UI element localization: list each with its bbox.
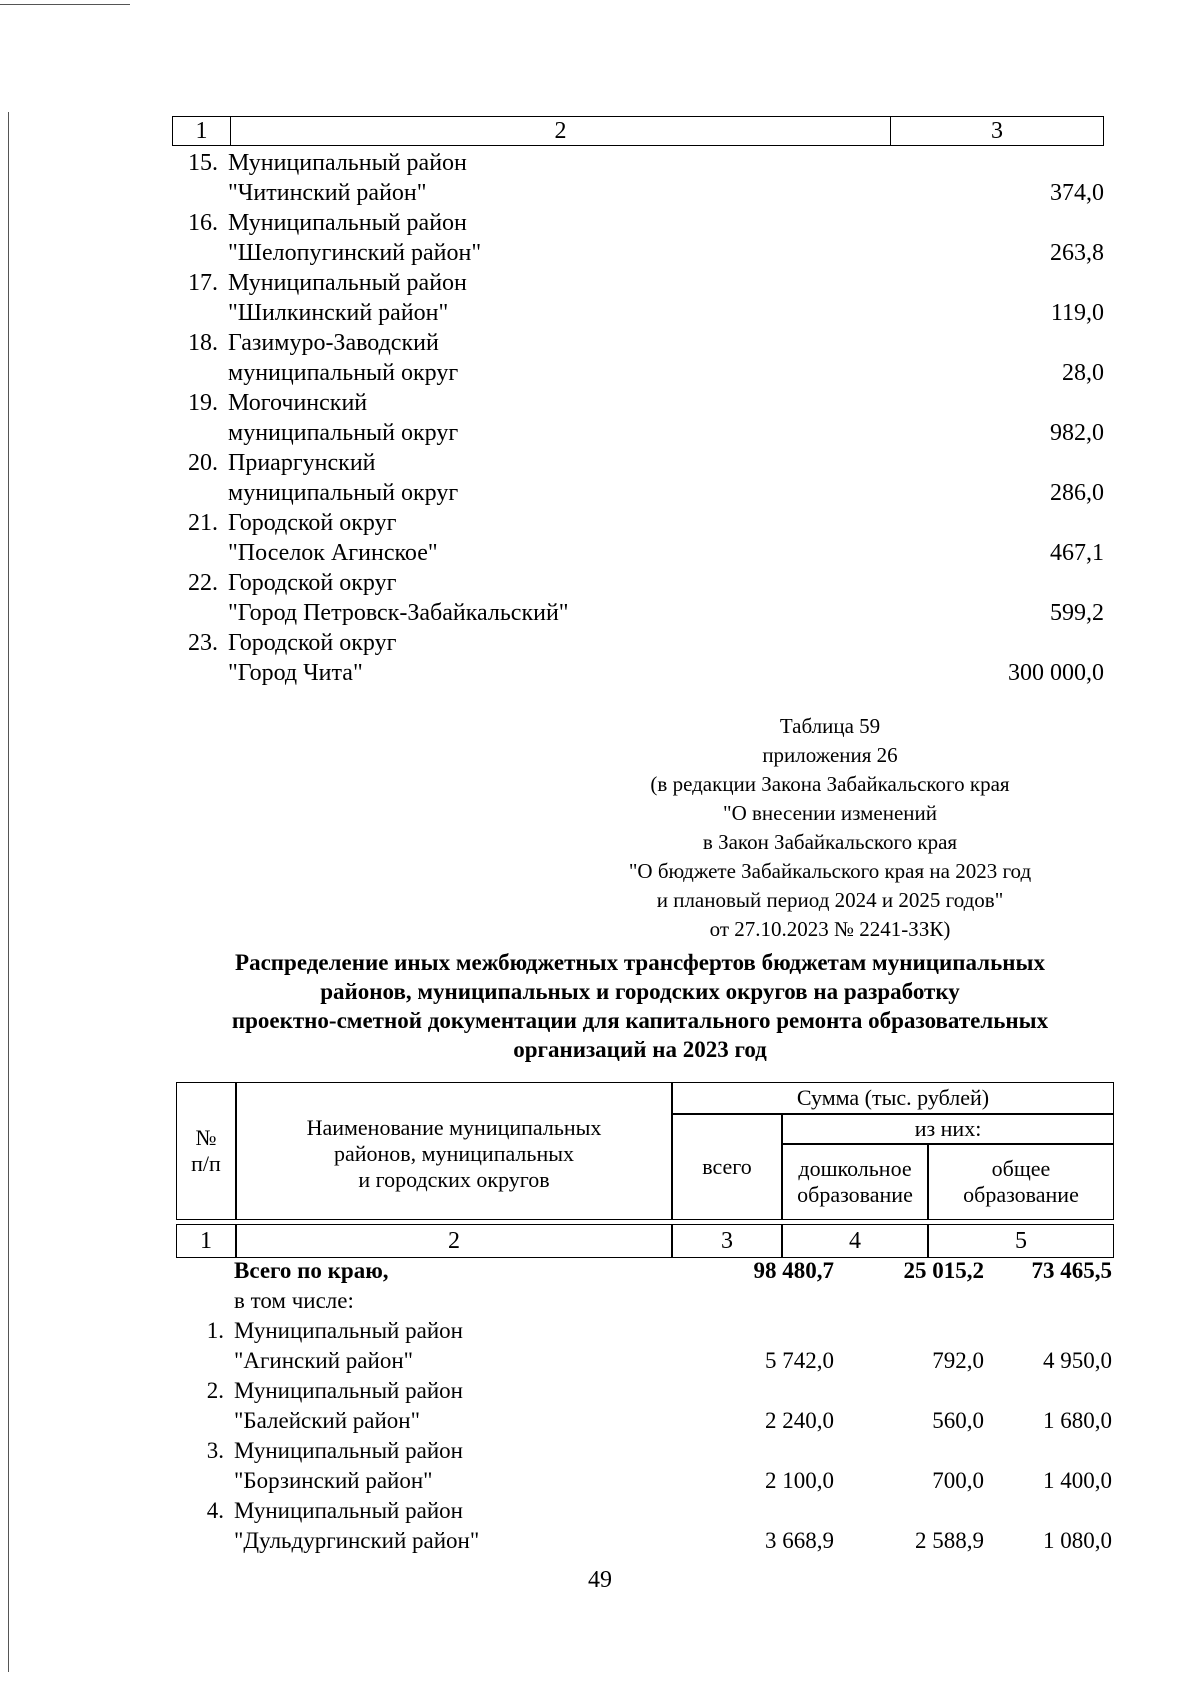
row-general: 1 080,0 — [1043, 1528, 1112, 1553]
header-general — [929, 1145, 1113, 1219]
row-value: 467,1 — [1050, 540, 1104, 566]
total-label — [232, 1256, 668, 1316]
row-number: 4. — [206, 1498, 224, 1523]
header-preschool-line1: дошкольное — [798, 1156, 912, 1181]
row-name-line1: Муниципальный район — [228, 150, 467, 176]
row-name-line1: Муниципальный район — [228, 270, 467, 296]
row-general: 1 680,0 — [1043, 1408, 1112, 1433]
row-name-line2: "Шилкинский район" — [228, 300, 449, 326]
header-sum: Сумма (тыс. рублей) — [796, 1085, 990, 1110]
row-name-line1: Могочинский — [228, 390, 368, 416]
row-value: 374,0 — [1050, 180, 1104, 206]
row-number: 20. — [188, 450, 218, 476]
column-number-3: 3 — [721, 1227, 733, 1254]
table-row — [172, 208, 1104, 268]
row-number — [176, 1256, 232, 1316]
note-line: от 27.10.2023 № 2241-ЗЗК) — [709, 917, 951, 941]
row-name — [224, 208, 928, 268]
note-line: (в редакции Закона Забайкальского края — [650, 772, 1010, 796]
row-value: 263,8 — [1050, 240, 1104, 266]
row-number: 22. — [188, 570, 218, 596]
column-number-2: 2 — [231, 117, 891, 145]
header-number — [177, 1083, 235, 1219]
row-number: 19. — [188, 390, 218, 416]
note-line: в Закон Забайкальского края — [702, 830, 958, 854]
row-preschool: 792,0 — [932, 1348, 984, 1373]
row-number: 21. — [188, 510, 218, 536]
table-row — [172, 628, 1104, 688]
row-name-line1: Газимуро-Заводский — [228, 330, 439, 356]
row-number: 23. — [188, 630, 218, 656]
table-row — [172, 268, 1104, 328]
row-name-line1: Муниципальный район — [234, 1498, 463, 1523]
row-number: 3. — [206, 1438, 224, 1463]
row-number: 18. — [188, 330, 218, 356]
total-label-line1: Всего по краю, — [234, 1258, 389, 1283]
row-name-line1: Городской округ — [228, 510, 397, 536]
row-number: 1. — [206, 1318, 224, 1343]
row-value: 300 000,0 — [1008, 660, 1104, 686]
row-name-line1: Муниципальный район — [234, 1438, 463, 1463]
row-name — [232, 1496, 668, 1556]
title-line: организаций на 2023 год — [513, 1037, 767, 1062]
row-preschool: 2 588,9 — [915, 1528, 984, 1553]
header-preschool-line2: образование — [797, 1182, 913, 1207]
row-name-line1: Муниципальный район — [234, 1378, 463, 1403]
table-row — [176, 1496, 1114, 1556]
row-name — [224, 448, 928, 508]
total-label-line2: в том числе: — [234, 1288, 354, 1313]
row-total: 2 240,0 — [765, 1408, 834, 1433]
table59-body — [176, 1256, 1114, 1556]
table-row — [176, 1376, 1114, 1436]
row-value: 982,0 — [1050, 420, 1104, 446]
header-general-line2: образование — [963, 1182, 1079, 1207]
column-number-1: 1 — [173, 117, 231, 145]
row-name-line1: Муниципальный район — [228, 210, 467, 236]
scan-edge-line-top — [0, 4, 130, 5]
row-name — [232, 1376, 668, 1436]
header-name — [237, 1083, 671, 1193]
note-line: "О внесении изменений — [723, 801, 937, 825]
title-line: проектно-сметной документации для капитального ремонта образовательных — [231, 1008, 1049, 1033]
row-general: 1 400,0 — [1043, 1468, 1112, 1493]
row-name — [224, 268, 928, 328]
row-total: 3 668,9 — [765, 1528, 834, 1553]
continuation-table-body — [172, 148, 1104, 688]
page-number: 49 — [588, 1567, 612, 1593]
row-preschool: 560,0 — [932, 1408, 984, 1433]
row-preschool: 700,0 — [932, 1468, 984, 1493]
row-name-line1: Городской округ — [228, 570, 397, 596]
header-name-line1: Наименование муниципальных — [306, 1115, 602, 1140]
title-line: районов, муниципальных и городских округов на разработку — [320, 979, 960, 1004]
row-name-line1: Городской округ — [228, 630, 397, 656]
header-name-line2: районов, муниципальных — [333, 1141, 574, 1166]
row-value: 119,0 — [1050, 300, 1104, 326]
table-row — [176, 1316, 1114, 1376]
row-value: 28,0 — [1062, 360, 1104, 386]
table-row — [172, 328, 1104, 388]
row-number: 17. — [188, 270, 218, 296]
header-number-line1: № — [195, 1125, 217, 1150]
note-line: "О бюджете Забайкальского края на 2023 год — [628, 859, 1032, 883]
row-name — [224, 328, 928, 388]
total-row — [176, 1256, 1114, 1316]
table-title — [160, 948, 1120, 1064]
table59-column-numbers — [176, 1224, 1114, 1258]
row-name-line1: Муниципальный район — [234, 1318, 463, 1343]
header-total: всего — [702, 1154, 752, 1179]
title-line: Распределение иных межбюджетных трансфертов бюджетам муниципальных — [235, 950, 1045, 975]
table-row — [172, 388, 1104, 448]
header-number-line2: п/п — [191, 1151, 221, 1176]
row-number: 16. — [188, 210, 218, 236]
row-name-line2: муниципальный округ — [228, 420, 459, 446]
table59-header-block — [176, 1082, 1114, 1258]
row-general: 4 950,0 — [1043, 1348, 1112, 1373]
row-name — [224, 568, 928, 628]
row-name-line2: "Поселок Агинское" — [228, 540, 438, 566]
row-name — [224, 148, 928, 208]
row-name-line2: "Шелопугинский район" — [228, 240, 482, 266]
row-name-line2: "Читинский район" — [228, 180, 427, 206]
row-number: 2. — [206, 1378, 224, 1403]
note-line: Таблица 59 — [779, 714, 881, 738]
row-name-line2: муниципальный округ — [228, 360, 459, 386]
column-number-1: 1 — [200, 1227, 212, 1254]
table-note — [560, 712, 1100, 944]
row-name-line2: "Агинский район" — [234, 1348, 414, 1373]
row-name-line2: "Город Петровск-Забайкальский" — [228, 600, 569, 626]
row-total: 5 742,0 — [765, 1348, 834, 1373]
note-line: и плановый период 2024 и 2025 годов" — [656, 888, 1004, 912]
row-name — [232, 1316, 668, 1376]
row-name-line2: "Дульдургинский район" — [234, 1528, 480, 1553]
row-value: 286,0 — [1050, 480, 1104, 506]
row-value: 599,2 — [1050, 600, 1104, 626]
header-general-line1: общее — [991, 1156, 1051, 1181]
total-general: 73 465,5 — [1031, 1258, 1112, 1283]
row-name — [224, 388, 928, 448]
header-of-them: из них: — [914, 1116, 982, 1141]
row-name — [232, 1436, 668, 1496]
row-name-line1: Приаргунский — [228, 450, 376, 476]
table-row — [172, 568, 1104, 628]
row-name-line2: муниципальный округ — [228, 480, 459, 506]
row-name — [224, 628, 928, 688]
table59-header — [176, 1082, 1114, 1220]
total-preschool: 25 015,2 — [903, 1258, 984, 1283]
scan-edge-line-left — [8, 112, 9, 1672]
column-number-5: 5 — [1015, 1227, 1027, 1254]
row-number: 15. — [188, 150, 218, 176]
column-number-2: 2 — [448, 1227, 460, 1254]
row-total: 2 100,0 — [765, 1468, 834, 1493]
note-line: приложения 26 — [762, 743, 898, 767]
header-name-line3: и городских округов — [358, 1167, 550, 1192]
row-name-line2: "Город Чита" — [228, 660, 363, 686]
column-number-4: 4 — [849, 1227, 861, 1254]
table-row — [172, 148, 1104, 208]
table-row — [172, 508, 1104, 568]
table-row — [176, 1436, 1114, 1496]
row-name — [224, 508, 928, 568]
column-number-3: 3 — [991, 117, 1003, 144]
row-name-line2: "Балейский район" — [234, 1408, 420, 1433]
total-sum: 98 480,7 — [753, 1258, 834, 1283]
header-preschool — [783, 1145, 927, 1219]
table-row — [172, 448, 1104, 508]
row-name-line2: "Борзинский район" — [234, 1468, 433, 1493]
continuation-table-header — [172, 116, 1104, 146]
